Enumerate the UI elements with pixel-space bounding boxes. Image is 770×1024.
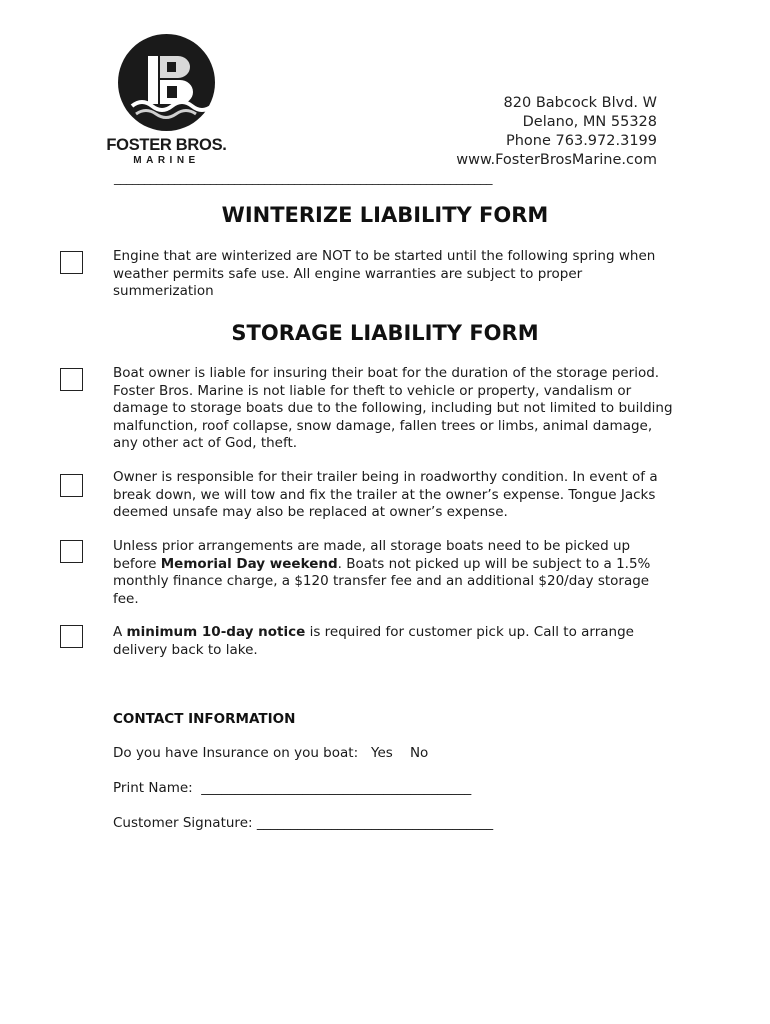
insurance-question[interactable]: Do you have Insurance on you boat: Yes No (113, 745, 429, 761)
header-divider: _______________________________________________________________ (114, 171, 492, 186)
storage-item-4-text-b: is required for customer pick up. Call to arrange delivery back to lake. (113, 624, 634, 658)
logo-b-mark (118, 34, 215, 131)
logo-name: FOSTER BROS. (106, 136, 227, 154)
storage-item-2: Owner is responsible for their trailer being in roadworthy condition. In event of a break down, we will tow and fix the trailer at the owner’s expense. Tongue Jacks deemed unsafe may also be replaced at owner’s expense. (113, 469, 658, 520)
storage-item-3 (113, 538, 673, 608)
storage-title: STORAGE LIABILITY FORM (231, 321, 539, 345)
storage-item-1: Boat owner is liable for insuring their boat for the duration of the storage period. Foster Bros. Marine is not liable for theft to vehicle or property, vandalism or damage to storage boats due to the following, including but not limited to building malfunction, roof collapse, snow damage, fallen trees or limbs, animal damage, any other act of God, theft. (113, 365, 673, 451)
print-name-field[interactable]: Print Name: ________________________________________ (113, 780, 472, 796)
logo-subtitle: MARINE (133, 155, 200, 166)
winterize-checkbox[interactable] (60, 251, 83, 274)
storage-item-4 (113, 624, 673, 659)
storage-item-4-text-a: A (113, 624, 127, 640)
address-city: Delano, MN 55328 (522, 114, 657, 130)
storage-item-3-text-a: Unless prior arrangements are made, all storage boats need to be picked up before (113, 538, 631, 572)
winterize-title: WINTERIZE LIABILITY FORM (221, 203, 549, 227)
storage-item-4-bold: minimum 10-day notice (126, 624, 306, 640)
address-website: www.FosterBrosMarine.com (456, 152, 657, 168)
storage-item-3-bold: Memorial Day weekend (160, 555, 338, 572)
customer-signature-field[interactable]: Customer Signature: ___________________________________ (113, 815, 494, 831)
address-street: 820 Babcock Blvd. W (503, 95, 657, 111)
foster-bros-logo (100, 34, 235, 169)
storage-checkbox-4[interactable] (60, 625, 83, 648)
winterize-text: Engine that are winterized are NOT to be started until the following spring when weather permits safe use. All engine warranties are subject to proper summerization (113, 248, 656, 299)
storage-item-3-text-b: . Boats not picked up will be subject to a 1.5% monthly finance charge, a $120 transfer fee and an additional $20/day storage fee. (113, 555, 651, 607)
contact-heading: CONTACT INFORMATION (113, 711, 296, 727)
company-address (456, 94, 657, 170)
address-phone: Phone 763.972.3199 (506, 133, 657, 149)
storage-checkbox-1[interactable] (60, 368, 83, 391)
storage-checkbox-3[interactable] (60, 540, 83, 563)
storage-checkbox-2[interactable] (60, 474, 83, 497)
